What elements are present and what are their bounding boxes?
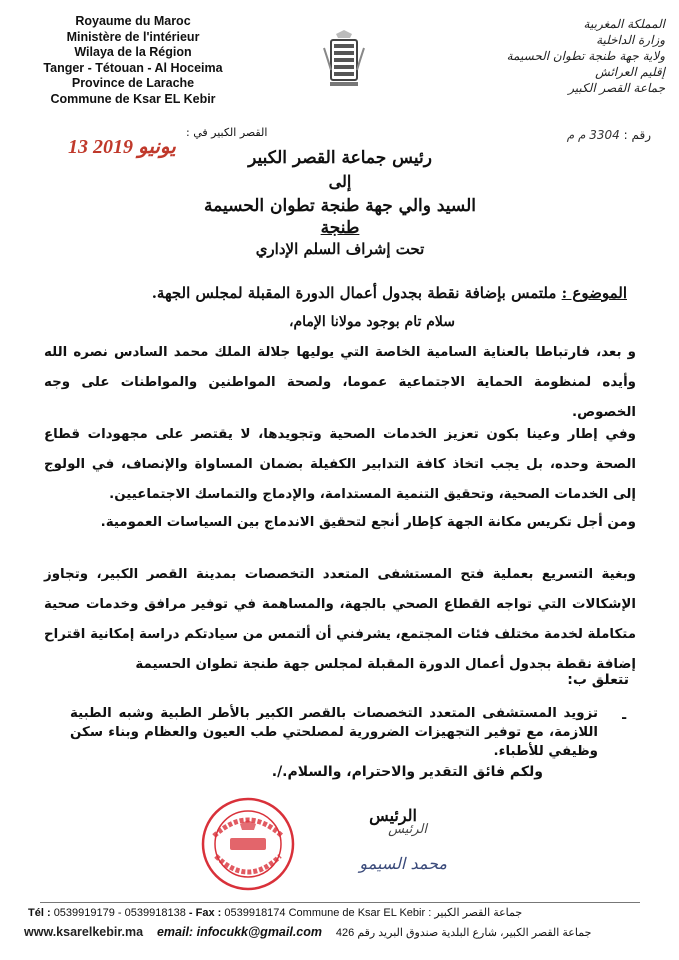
handwritten-date: 13 يونيو 2019	[68, 136, 176, 158]
letterhead-left-line: Royaume du Maroc	[75, 14, 191, 28]
transmission-channel: تحت إشراف السلم الإداري	[255, 240, 425, 258]
recipient-title: السيد والي جهة طنجة تطوان الحسيمة	[204, 196, 476, 216]
fax-label: - Fax :	[188, 907, 222, 919]
email-label: email:	[156, 925, 194, 939]
footer-contact-line	[28, 906, 522, 919]
letterhead-left-line: Province de Larache	[71, 76, 195, 90]
letterhead-left-line: Ministère de l'intérieur	[66, 29, 200, 44]
letterhead-left	[18, 14, 248, 107]
to-word: إلى	[328, 172, 352, 191]
reference-value: 3304 م م	[566, 128, 620, 142]
subject-line	[152, 284, 627, 302]
closing-line: ولكم فائق التقدير والاحترام، والسلام./.	[271, 764, 543, 780]
letterhead-right-line: إقليم العرائش	[595, 65, 665, 79]
reference-number	[567, 128, 651, 142]
sender-title: رئيس جماعة القصر الكبير	[248, 148, 432, 168]
signatory-name: محمد السيمو	[359, 854, 447, 873]
website-link[interactable]: www.ksarelkebir.ma	[24, 925, 144, 939]
body-paragraph: وبغية التسريع بعملية فتح المستشفى المتعدد التخصصات بمدينة القصر الكبير، وتجاوز الإشكالات التي تواجه القطاع الصحي بالجهة، والمساهمة في توفير مرافق وخدمات صحية متكاملة لخدمة مختلف فئات المجتمع، يشرفني أن ألتمس من سيادتكم دراسة إمكانية اقتراح إضافة نقطة بجدول أعمال الدورة المقبلة لمجلس جهة طنجة تطوان الحسيمة	[44, 567, 636, 672]
request-bullet: تزويد المستشفى المتعدد التخصصات بالقصر الكبير بالأطر الطبية وشبه الطبية اللازمة، مع توفير التجهيزات الضرورية لمصلحتي طب العيون والعظام وبناء سكن وظيفي للأطباء.	[70, 706, 598, 759]
bullet-dash: -	[621, 710, 627, 726]
phone-numbers: 0539919179 - 0539918138	[53, 907, 186, 919]
letterhead-right-line: المملكة المغربية	[583, 17, 665, 31]
tel-label: Tél :	[28, 907, 51, 919]
recipient-city: طنجة	[320, 218, 360, 238]
coat-of-arms-emblem	[322, 30, 366, 90]
official-stamp	[200, 796, 296, 892]
signature-title: الرئيس	[369, 806, 417, 825]
letterhead-right-line: وزارة الداخلية	[596, 33, 665, 47]
footer-divider	[40, 902, 640, 903]
relates-to: تتعلق ب:	[567, 672, 629, 688]
commune-name-ar: جماعة القصر الكبير	[434, 907, 523, 919]
subject-text: ملتمس بإضافة نقطة بجدول أعمال الدورة المقبلة لمجلس الجهة.	[151, 284, 557, 302]
reference-label: رقم :	[623, 128, 651, 142]
greeting: سلام تام بوجود مولانا الإمام،	[288, 314, 455, 330]
commune-name-fr: Commune de Ksar EL Kebir :	[288, 907, 432, 919]
letterhead-left-line: Commune de Ksar EL Kebir	[50, 91, 216, 106]
body-paragraph: ومن أجل تكريس مكانة الجهة كإطار أنجع لتحقيق الاندماج بين السياسات العمومية.	[100, 515, 636, 530]
body-paragraph: و بعد، فارتباطا بالعناية السامية الخاصة التي يوليها جلالة الملك محمد السادس نصره الله وأيده لمنظومة الحماية الاجتماعية عموما، ولصحة المواطنين والمواطنات على وجه الخصوص.	[44, 345, 636, 420]
email-link[interactable]: infocukk@gmail.com	[196, 925, 323, 939]
subject-label: الموضوع :	[561, 284, 627, 302]
postal-address: جماعة القصر الكبير، شارع البلدية صندوق البريد رقم 426	[335, 927, 592, 939]
letterhead-left-line: Tanger - Tétouan - Al Hoceima	[43, 60, 223, 75]
date-place: القصر الكبير في :	[186, 126, 268, 139]
fax-number: 0539918174	[224, 907, 286, 919]
letterhead-right	[475, 16, 665, 96]
letterhead-right-line: ولاية جهة طنجة تطوان الحسيمة	[506, 49, 665, 63]
signature-small-title: الرئيس	[388, 822, 427, 837]
letterhead-right-line: جماعة القصر الكبير	[568, 81, 665, 95]
body-paragraph: وفي إطار وعينا بكون تعزيز الخدمات الصحية وتجويدها، لا يقتصر على مجهودات قطاع الصحة وحده، بل يجب اتخاذ كافة التدابير الكفيلة بضمان المساواة والإنصاف، في الولوج إلى الخدمات الصحية، وتحقيق التنمية المستدامة، والإدماج والتماسك الاجتماعيين.	[44, 427, 636, 502]
footer-web-line	[24, 925, 591, 939]
letterhead-left-line: Wilaya de la Région	[74, 45, 192, 59]
